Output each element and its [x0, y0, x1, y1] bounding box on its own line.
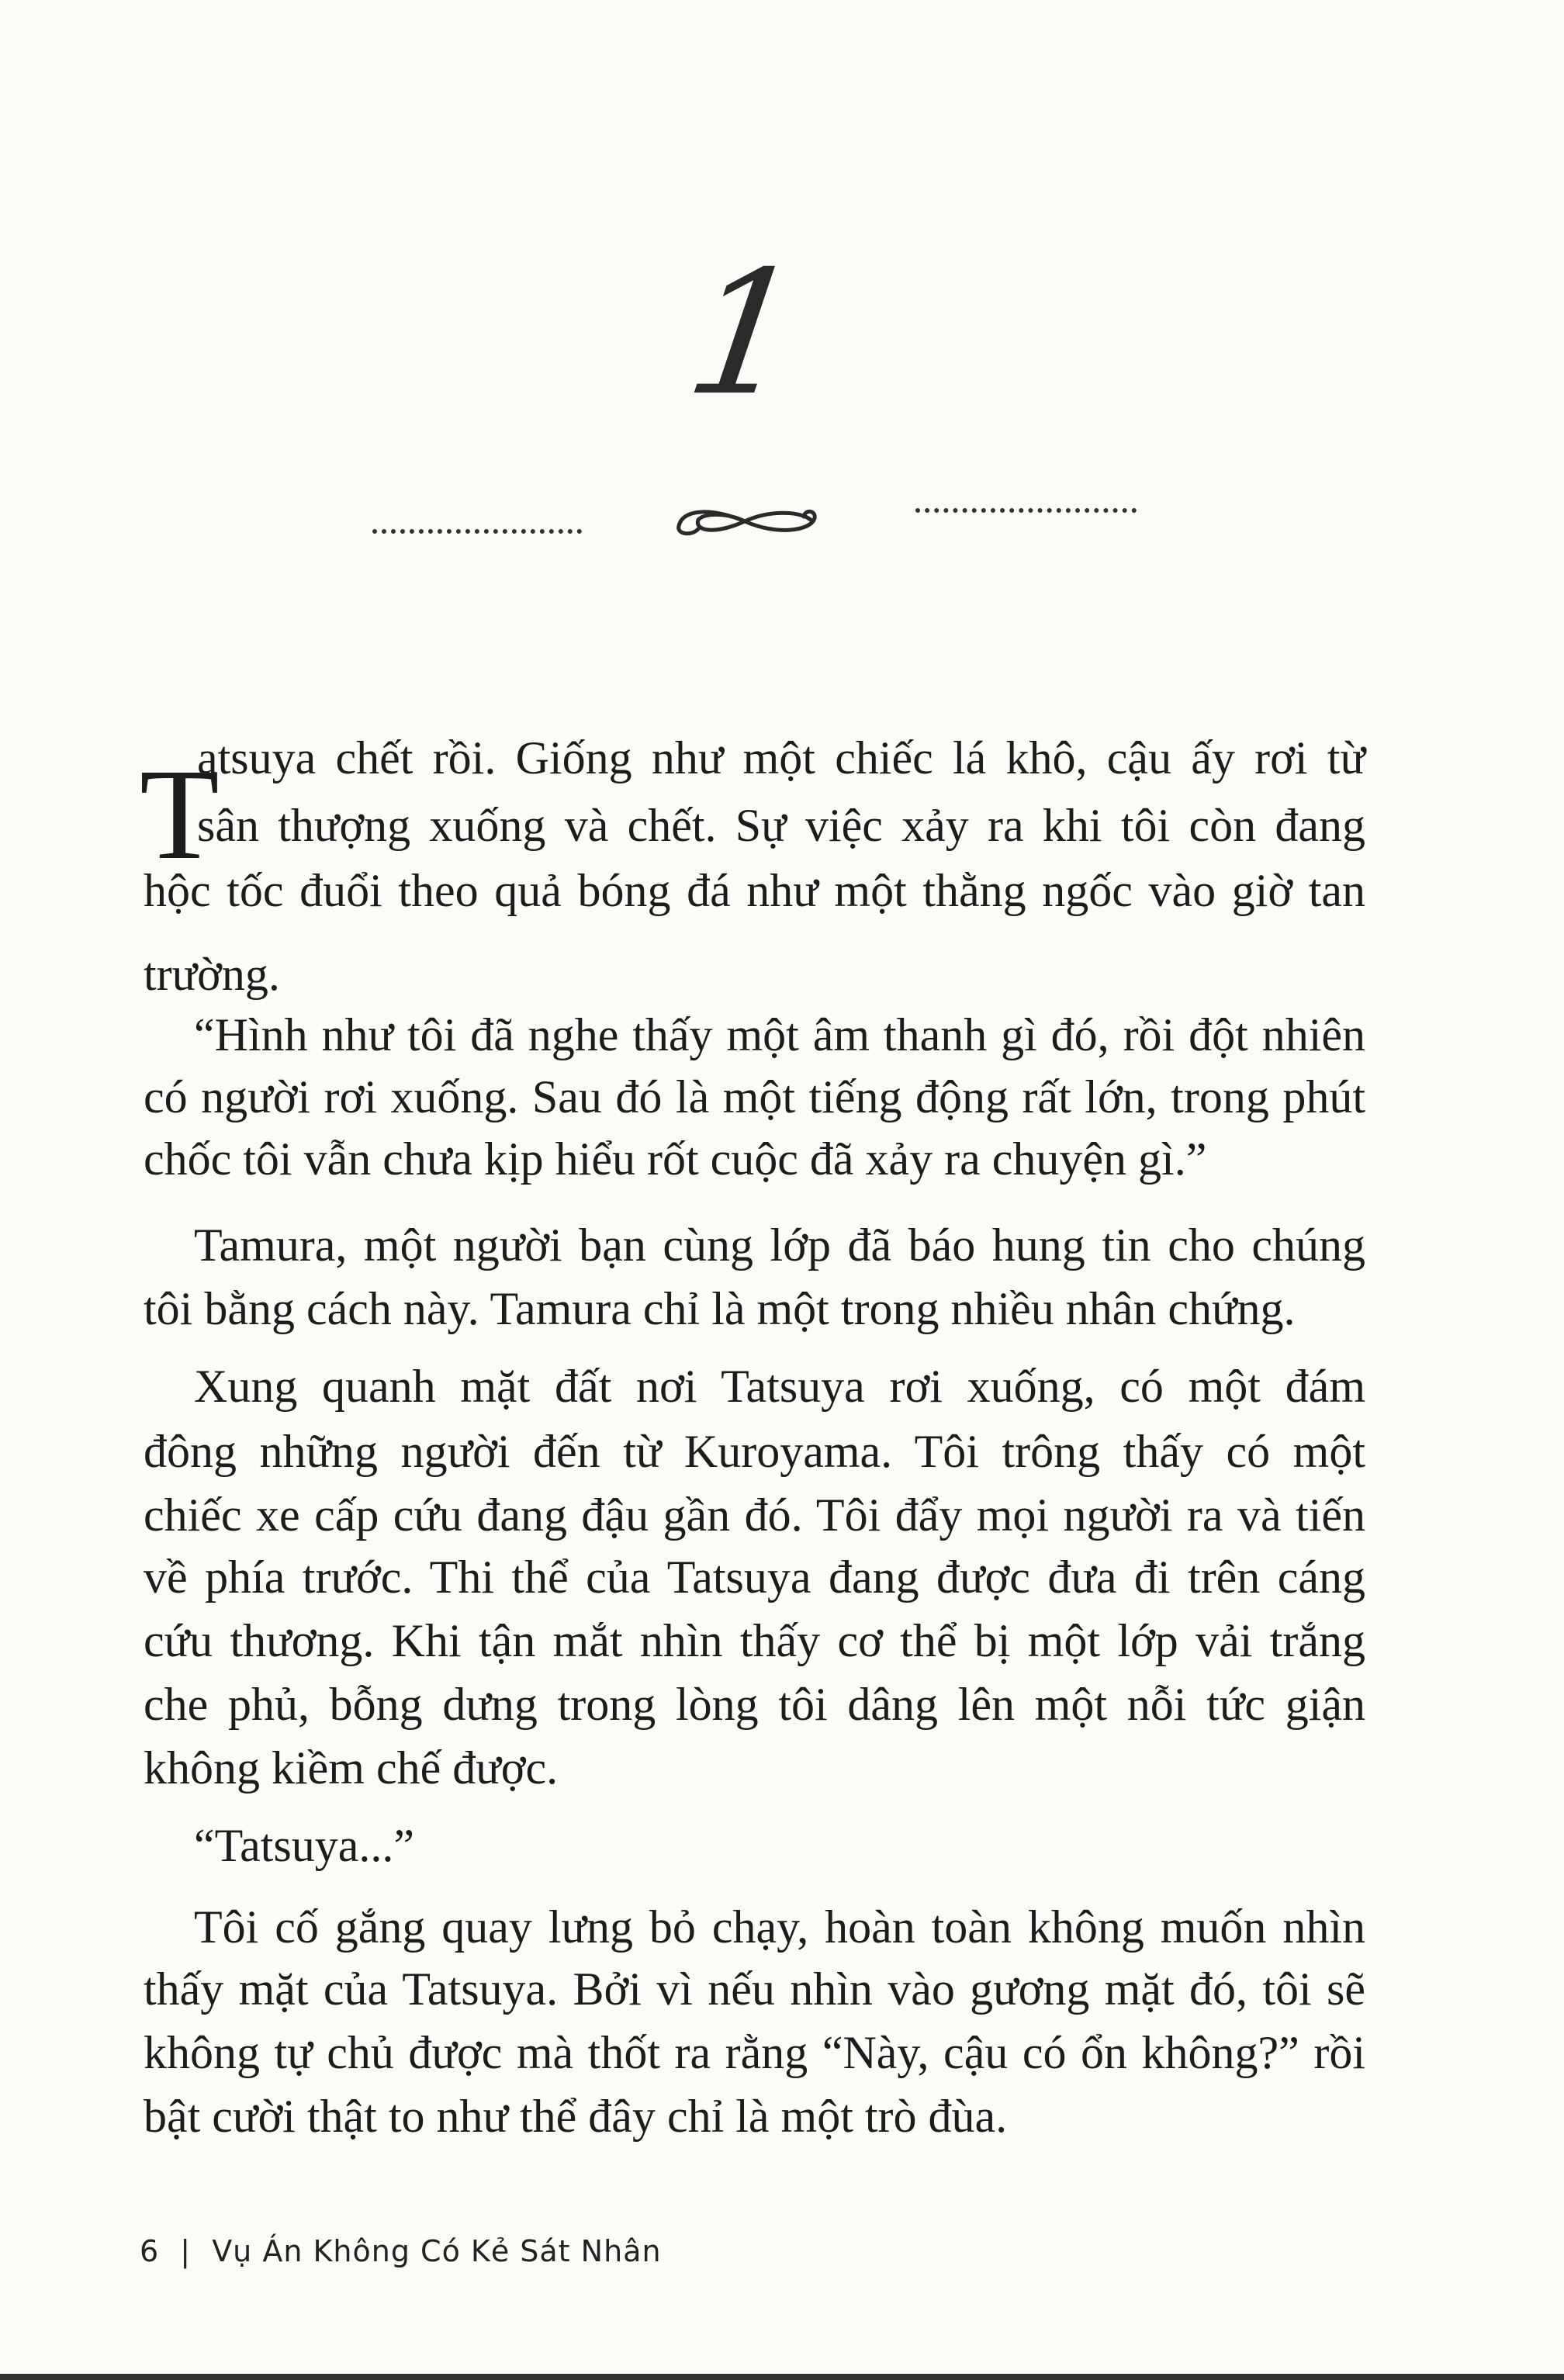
text-line: chiếc xe cấp cứu đang đậu gần đó. Tôi đẩy mọi người ra và tiến — [144, 1489, 1365, 1541]
text-line: bật cười thật to như thể đây chỉ là một trò đùa. — [144, 2091, 1008, 2142]
text-line: che phủ, bỗng dưng trong lòng tôi dâng lên một nỗi tức giận — [144, 1679, 1365, 1730]
text-line: tôi bằng cách này. Tamura chỉ là một trong nhiều nhân chứng. — [144, 1283, 1296, 1334]
text-line: không kiềm chế được. — [144, 1742, 559, 1794]
drop-cap: T — [140, 742, 220, 887]
text-line: trường. — [144, 949, 280, 1000]
chapter-number: 1 — [676, 234, 813, 433]
text-line: hộc tốc đuổi theo quả bóng đá như một thằng ngốc vào giờ tan — [144, 865, 1365, 916]
text-line: về phía trước. Thi thể của Tatsuya đang được đưa đi trên cáng — [144, 1551, 1365, 1603]
text-line: thấy mặt của Tatsuya. Bởi vì nếu nhìn vào gương mặt đó, tôi sẽ — [144, 1963, 1365, 2015]
text-line: Tamura, một người bạn cùng lớp đã báo hung tin cho chúng — [194, 1219, 1365, 1271]
flourish-ornament-icon — [667, 496, 830, 543]
text-line: sân thượng xuống và chết. Sự việc xảy ra khi tôi còn đang — [197, 800, 1365, 851]
page-footer — [140, 2234, 662, 2268]
ornament-dots-left — [372, 521, 582, 534]
text-line: Xung quanh mặt đất nơi Tatsuya rơi xuống, có một đám — [194, 1361, 1365, 1412]
text-line: Tôi cố gắng quay lưng bỏ chạy, hoàn toàn không muốn nhìn — [194, 1901, 1365, 1953]
ornament-dots-right — [915, 500, 1137, 513]
footer-separator: | — [180, 2234, 192, 2268]
text-line: “Hình như tôi đã nghe thấy một âm thanh gì đó, rồi đột nhiên — [194, 1009, 1365, 1060]
text-line: chốc tôi vẫn chưa kịp hiểu rốt cuộc đã xảy ra chuyện gì.” — [144, 1133, 1207, 1185]
text-line: đông những người đến từ Kuroyama. Tôi trông thấy có một — [144, 1426, 1365, 1477]
page-edge — [0, 2374, 1564, 2380]
text-line: không tự chủ được mà thốt ra rằng “Này, cậu có ổn không?” rồi — [144, 2027, 1365, 2078]
book-title: Vụ Án Không Có Kẻ Sát Nhân — [212, 2234, 662, 2268]
text-line: có người rơi xuống. Sau đó là một tiếng động rất lớn, trong phút — [144, 1071, 1365, 1123]
page-number: 6 — [140, 2234, 160, 2268]
text-line: cứu thương. Khi tận mắt nhìn thấy cơ thể bị một lớp vải trắng — [144, 1615, 1365, 1666]
text-line: atsuya chết rồi. Giống như một chiếc lá khô, cậu ấy rơi từ — [197, 732, 1365, 784]
text-line: “Tatsuya...” — [194, 1820, 415, 1871]
